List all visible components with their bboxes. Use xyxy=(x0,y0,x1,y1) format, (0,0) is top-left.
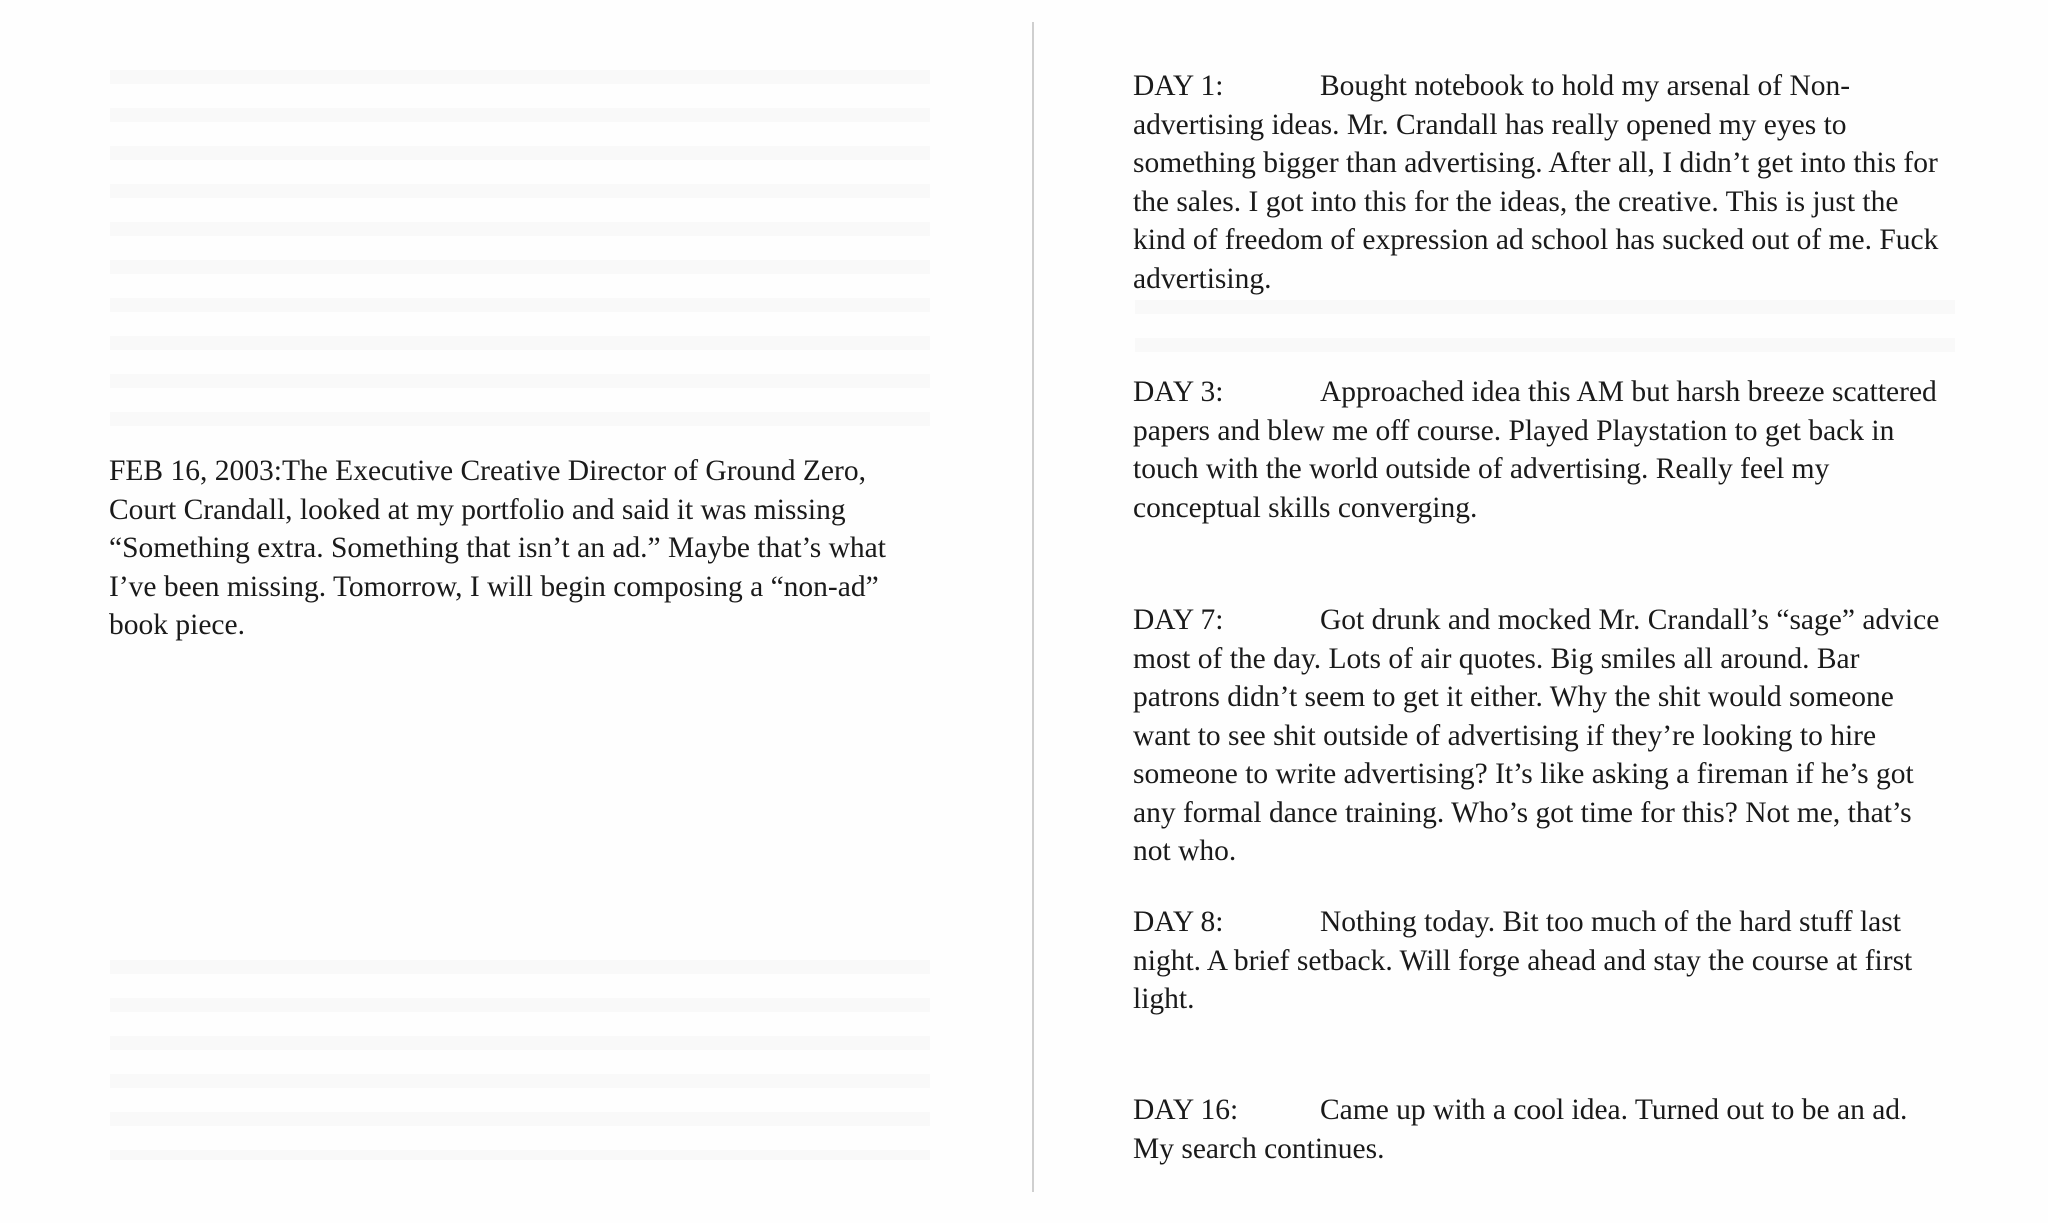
intro-entry xyxy=(109,452,939,645)
page-divider xyxy=(1032,22,1034,1192)
bleed-through-right xyxy=(1135,300,1955,360)
diary-entry-day-8 xyxy=(1133,903,1953,1019)
diary-entry-day-3 xyxy=(1133,373,1953,527)
diary-entry-day-16 xyxy=(1133,1091,1953,1168)
entry-text: Nothing today. Bit too much of the hard stuff last night. A brief setback. Will forge ahead and stay the course at first light. xyxy=(1133,906,1913,1015)
entry-text: Got drunk and mocked Mr. Crandall’s “sage” advice most of the day. Lots of air quotes. Big smiles all around. Bar patrons didn’t seem to get it either. Why the shit would someone want to see shit outside of advertising if they’re looking to hire someone to write advertising? It’s like asking a fireman if he’s got any formal dance training. Who’s got time for this? Not me, that’s not who. xyxy=(1133,604,1940,867)
entry-day-label: DAY 1: xyxy=(1133,70,1224,102)
intro-text: The Executive Creative Director of Ground Zero, Court Crandall, looked at my portfolio and said it was missing “Something extra. Something that isn’t an ad.” Maybe that’s what I’ve been missing. Tomorrow, I will begin composing a “non-ad” book piece. xyxy=(109,455,886,641)
bleed-through-left-lower xyxy=(110,960,930,1160)
entry-day-label: DAY 8: xyxy=(1133,906,1224,938)
intro-date: FEB 16, 2003: xyxy=(109,455,282,487)
diary-entry-day-1 xyxy=(1133,67,1953,298)
bleed-through-left xyxy=(110,70,930,450)
entry-day-label: DAY 7: xyxy=(1133,604,1224,636)
entry-text: Approached idea this AM but harsh breeze scattered papers and blew me off course. Played Playstation to get back in touch with the world outside of advertising. Really feel my conceptual skills converging. xyxy=(1133,376,1937,524)
entry-text: Bought notebook to hold my arsenal of Non-advertising ideas. Mr. Crandall has really opened my eyes to something bigger than advertising. After all, I didn’t get into this for the sales. I got into this for the ideas, the creative. This is just the kind of freedom of expression ad school has sucked out of me. Fuck advertising. xyxy=(1133,70,1939,295)
entry-text: Came up with a cool idea. Turned out to be an ad. My search continues. xyxy=(1133,1094,1908,1165)
entry-day-label: DAY 16: xyxy=(1133,1094,1239,1126)
entry-day-label: DAY 3: xyxy=(1133,376,1224,408)
diary-entry-day-7 xyxy=(1133,601,1953,871)
